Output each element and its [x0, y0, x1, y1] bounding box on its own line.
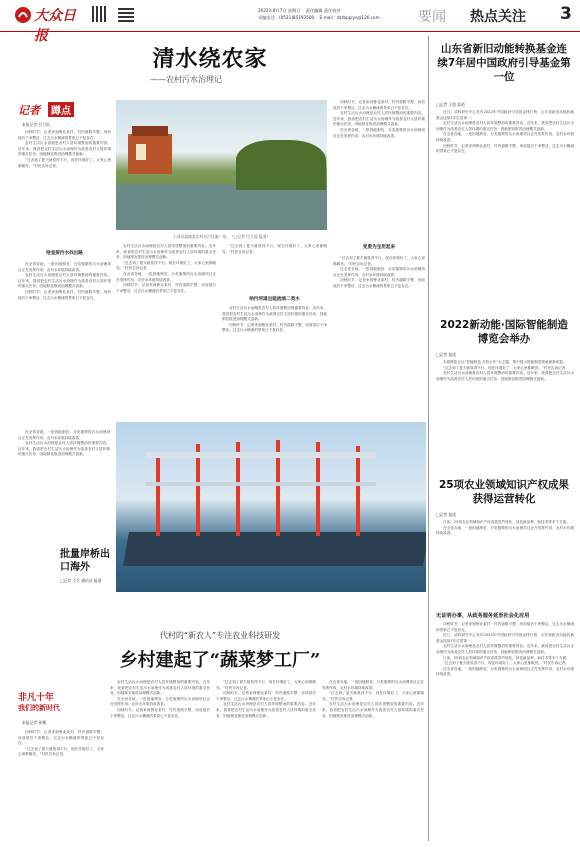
bottom-col-1 [18, 730, 104, 840]
ship-title: 批量岸桥出口海外 [60, 549, 110, 573]
headline-1: 山东省新旧动能转换基金连续7年居中国政府引导基金第一位 [437, 43, 571, 83]
paragraph: “过去到了夏天就臭得不行，现在环境好了，大家心里都敞亮。”村民告诉记者。 [18, 157, 111, 168]
right-text-3 [436, 520, 574, 600]
paragraph: 在全省各地，一批因地制宜、分类施策的污水治理项目正在发挥作用，农村水环境持续改善。 [333, 127, 425, 138]
paragraph: 农村生活污水治理是农村人居环境整治的重要内容。近年来，我省把农村生活污水治理作为改善农村人居环境的重点任务，因地制宜推进治理模式创新。 [110, 680, 210, 696]
village-photo [116, 100, 327, 230]
paragraph: 在全省各地，一批因地制宜、分类施策的污水治理项目正在发挥作用，农村水环境持续改善。 [116, 271, 216, 282]
bottom-title: 乡村建起了“蔬菜梦工厂” [119, 650, 321, 671]
right-text-2 [436, 360, 574, 465]
paragraph: 农村生活污水治理是农村人居环境整治的重要内容。近年来，我省把农村生活污水治理作为改善农村人居环境的重点任务，因地制宜推进治理模式创新。 [436, 371, 574, 381]
headline-2-credit: □记者 报道 [436, 352, 456, 357]
paragraph: 农村生活污水治理是农村人居环境整治的重要内容。近年来，我省把农村生活污水治理作为改善农村人居环境的重点任务，因地制宜推进治理模式创新。 [436, 121, 574, 131]
column-divider [428, 36, 429, 841]
masthead [0, 0, 580, 44]
paragraph: 初秋时节，记者来到鲁北某村，村内道路平整，房前屋后干净整洁，过去污水横流的景象已不复存在。 [216, 691, 316, 701]
paragraph: 在全省各地，一批因地制宜、分类施策的污水治理项目正在发挥作用，农村水环境持续改善。 [18, 430, 110, 440]
qr-code-icon [92, 6, 108, 22]
series-label-a: 非凡十年 [18, 693, 55, 703]
paragraph: “过去到了夏天就臭得不行，现在环境好了，大家心里都敞亮。”村民告诉记者。 [333, 256, 425, 266]
paragraph: 近日，清科研究中心发布2022年中国政府引导基金排行榜，山东省新旧动能转换基金连续7年位居第一。 [436, 110, 574, 120]
paragraph: 初秋时节，记者来到鲁北某村，村内道路平整，房前屋后干净整洁，过去污水横流的景象已不复存在。 [116, 283, 216, 293]
paragraph: 农村生活污水治理是农村人居环境整治的重要内容。近年来，我省把农村生活污水治理作为改善农村人居环境的重点任务，因地制宜推进治理模式创新。 [436, 644, 574, 654]
paragraph: 初秋时节，记者来到鲁北某村，村内道路平整，房前屋后干净整洁，过去污水横流的景象已不复存在。 [333, 278, 425, 288]
paragraph: 初秋时节，记者来到鲁北某村，村内道路平整，房前屋后干净整洁，过去污水横流的景象已不复存在。 [18, 130, 111, 140]
reporter-byline-2: 本报记者 孙鹏 [22, 720, 46, 725]
paragraph: 农村生活污水治理是农村人居环境整治的重要内容。近年来，我省把农村生活污水治理作为改善农村人居环境的重点任务，因地制宜推进治理模式创新。 [116, 244, 216, 260]
column-text-2 [333, 256, 425, 414]
bottom-banner: 代村的“新农人”专注农业科技研发 [159, 631, 281, 640]
reporter-badge [18, 102, 88, 116]
series-badge [18, 690, 108, 713]
center-column-text-2 [222, 244, 327, 289]
paragraph: 初秋时节，记者来到鲁北某村，村内道路平整，房前屋后干净整洁，过去污水横流的景象已不复存在。 [110, 707, 210, 718]
right-text-1 [436, 110, 574, 295]
ship-credit: □记者 王兵 通讯员 报道 [60, 578, 102, 583]
paragraph: 在全省各地，一批因地制宜、分类施策的污水治理项目正在发挥作用，农村水环境持续改善。 [436, 132, 574, 142]
badge-label-a: 记者 [18, 104, 40, 117]
paragraph: 农村生活污水治理是农村人居环境整治的重要内容。近年来，我省把农村生活污水治理作为改善农村人居环境的重点任务，因地制宜推进治理模式创新。 [333, 111, 425, 127]
paragraph: 在全省各地，一批因地制宜、分类施策的污水治理项目正在发挥作用，农村水环境持续改善。 [110, 696, 210, 707]
center-column-text [116, 244, 216, 414]
section-heading: 变废为宝用起来 [362, 245, 396, 250]
paragraph: 初秋时节，记者来到鲁北某村，村内道路平整，房前屋后干净整洁，过去污水横流的景象已不复存在。 [222, 322, 327, 333]
paragraph: “过去到了夏天就臭得不行，现在环境好了，大家心里都敞亮。”村民告诉记者。 [216, 680, 316, 690]
masthead-info [258, 7, 418, 21]
paragraph: 日前，25项农业领域知识产权成果签约转化，涉及新品种、新技术等多个方面。 [443, 655, 570, 660]
paragraph: “过去到了夏天就臭得不行，现在环境好了，大家心里都敞亮。”村民告诉记者。 [116, 260, 216, 271]
paragraph: 初秋时节，记者来到鲁北某村，村内道路平整，房前屋后干净整洁，过去污水横流的景象已不复存在。 [18, 730, 104, 746]
headline-3-credit: □记者 报道 [436, 512, 456, 517]
paragraph: 在全省各地，一批因地制宜、分类施策的污水治理项目正在发挥作用，农村水环境持续改善。 [18, 262, 111, 272]
paragraph: 农村生活污水治理是农村人居环境整治的重要内容。近年来，我省把农村生活污水治理作为改善农村人居环境的重点任务，因地制宜推进治理模式创新。 [322, 702, 424, 718]
bottom-col-3 [216, 680, 316, 840]
paragraph: “过去到了夏天就臭得不行，现在环境好了，大家心里都敞亮。”村民告诉记者。 [18, 746, 104, 757]
headline-1-credit: □记者 王凯 报道 [436, 102, 465, 107]
issue-date: 2022年8月7日 星期日 [258, 8, 301, 13]
logo-text: 大众日报 [34, 8, 76, 44]
badge-label-b: 蹲点 [48, 102, 74, 117]
paragraph: 初秋时节，记者来到鲁北某村，村内道路平整，房前屋后干净整洁，过去污水横流的景象已不复存在。 [333, 100, 425, 110]
phone: 采编电话：(0531)85193500 [258, 15, 315, 20]
ship-text [18, 430, 110, 540]
bottom-col-4 [322, 680, 424, 840]
paragraph: 初秋时节，记者来到鲁北某村，村内道路平整，房前屋后干净整洁，过去污水横流的景象已不复存在。 [436, 622, 574, 632]
logo [14, 5, 86, 44]
feature-label: 热点关注 [470, 9, 526, 25]
paragraph: 本届博览会以“智能制造 开放合作”为主题，集中展示智能制造领域最新成果。 [443, 360, 567, 364]
article-title: 清水绕农家 [152, 46, 268, 72]
paragraph: 在全省各地，一批因地制宜、分类施策的污水治理项目正在发挥作用，农村水环境持续改善。 [322, 680, 424, 690]
left-column-text-2 [18, 262, 111, 422]
section-label: 要闻 [418, 9, 446, 25]
paragraph: “过去到了夏天就臭得不行，现在环境好了，大家心里都敞亮。”村民告诉记者。 [443, 661, 569, 666]
paragraph: “过去到了夏天就臭得不行，现在环境好了，大家心里都敞亮。”村民告诉记者。 [222, 244, 327, 254]
center-column-text-3 [222, 306, 327, 414]
paragraph: 初秋时节，记者来到鲁北某村，村内道路平整，房前屋后干净整洁，过去污水横流的景象已不复存在。 [18, 289, 111, 300]
left-column-text [18, 130, 111, 245]
paragraph: 农村生活污水治理是农村人居环境整治的重要内容。近年来，我省把农村生活污水治理作为改善农村人居环境的重点任务，因地制宜推进治理模式创新。 [18, 273, 111, 289]
paragraph: “过去到了夏天就臭得不行，现在环境好了，大家心里都敞亮。”村民告诉记者。 [443, 365, 569, 370]
column-text [333, 100, 425, 240]
paragraph: 在全省各地，一批因地制宜、分类施策的污水治理项目正在发挥作用，农村水环境持续改善。 [436, 666, 574, 677]
paragraph: 近日，清科研究中心发布2022年中国政府引导基金排行榜，山东省新旧动能转换基金连续7年位居第一。 [436, 633, 574, 643]
headline-2: 2022新动能·国际智能制造博览会举办 [440, 319, 568, 345]
bottom-col-2 [110, 680, 210, 840]
paragraph: 农村生活污水治理是农村人居环境整治的重要内容。近年来，我省把农村生活污水治理作为改善农村人居环境的重点任务，因地制宜推进治理模式创新。 [222, 306, 327, 322]
section-heading: 纳污河道也能流淌二类水 [249, 297, 300, 302]
editors: 责任编辑 责任校对 [305, 8, 341, 13]
headline-3: 25项农业领域知识产权成果获得运营转化 [438, 479, 570, 505]
series-label-b: 我们的新时代 [18, 704, 60, 712]
page-number: 3 [560, 4, 572, 24]
section-heading: 给直排污水找出路 [46, 251, 83, 256]
qr-code-icon [118, 6, 134, 22]
paragraph: 农村生活污水治理是农村人居环境整治的重要内容。近年来，我省把农村生活污水治理作为改善农村人居环境的重点任务，因地制宜推进治理模式创新。 [216, 702, 316, 718]
email: E-mail：dzrbpplys@126.com [319, 15, 380, 20]
photo-caption: 小清河流域某农村治污设施一角。（□记者 付卫国 报道） [172, 234, 271, 239]
paragraph: 农村生活污水治理是农村人居环境整治的重要内容。近年来，我省把农村生活污水治理作为改善农村人居环境的重点任务，因地制宜推进治理模式创新。 [18, 141, 111, 157]
headline-4: 无证明办事，从政务服务延至社会化应用 [436, 613, 530, 619]
article-subtitle: ——农村污水治理记 [150, 75, 222, 84]
ship-photo [116, 422, 426, 592]
logo-emblem-icon [14, 6, 32, 24]
paragraph: 初秋时节，记者来到鲁北某村，村内道路平整，房前屋后干净整洁，过去污水横流的景象已不复存在。 [436, 143, 574, 154]
right-text-4 [436, 622, 574, 840]
paragraph: 在全省各地，一批因地制宜、分类施策的污水治理项目正在发挥作用，农村水环境持续改善。 [333, 267, 425, 277]
paragraph: 在全省各地，一批因地制宜、分类施策的污水治理项目正在发挥作用，农村水环境持续改善。 [436, 525, 574, 536]
paragraph: “过去到了夏天就臭得不行，现在环境好了，大家心里都敞亮。”村民告诉记者。 [322, 691, 424, 701]
reporter-byline: 本报记者 付卫国 [22, 122, 50, 127]
paragraph: 农村生活污水治理是农村人居环境整治的重要内容。近年来，我省把农村生活污水治理作为改善农村人居环境的重点任务，因地制宜推进治理模式创新。 [18, 441, 110, 457]
paragraph: 日前，25项农业领域知识产权成果签约转化，涉及新品种、新技术等多个方面。 [443, 520, 570, 524]
